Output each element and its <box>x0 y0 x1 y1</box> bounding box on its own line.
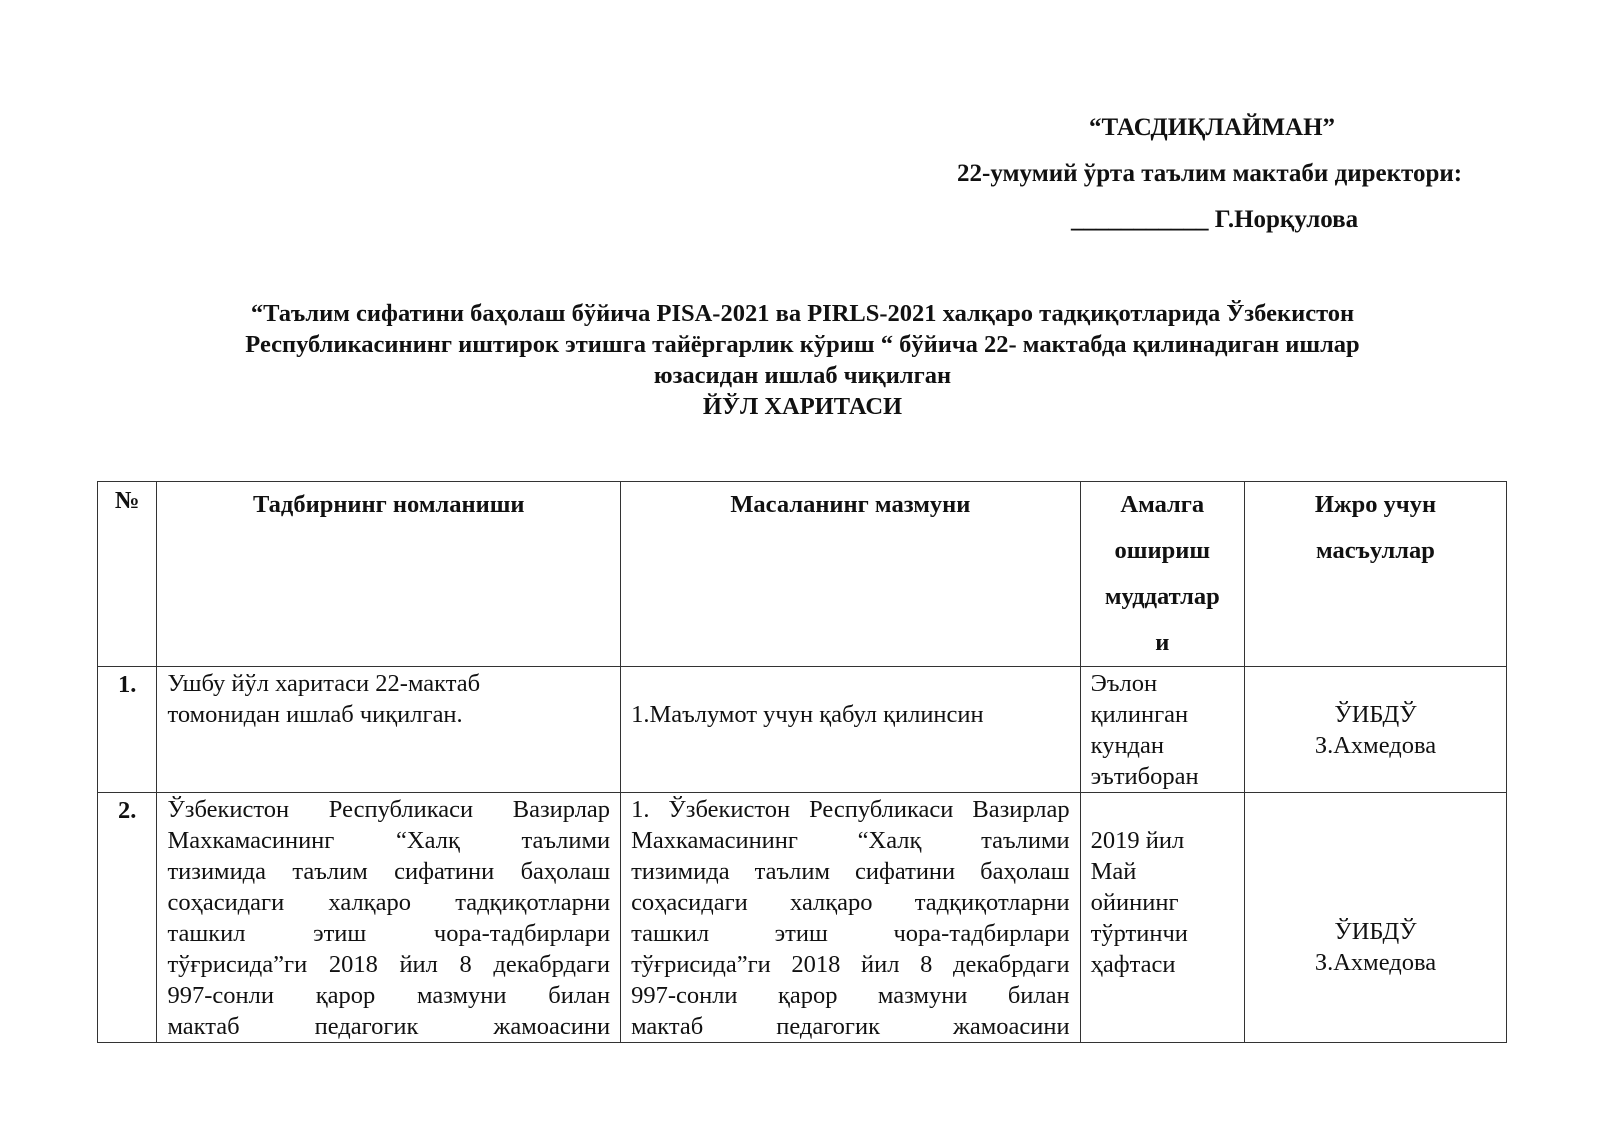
title-line: юзасидан ишлаб чиқилган <box>653 362 952 389</box>
row-deadline <box>1080 667 1244 793</box>
title-line: “Таълим сифатини баҳолаш бўйича PISA-2021 ва PIRLS-2021 халқаро тадқиқотларида Ўзбекистон <box>250 300 1355 327</box>
row-event-line: томонидан ишлаб чиқилган. <box>167 701 463 728</box>
table-header-row <box>98 482 1507 667</box>
row-content-line: 1. Ўзбекистон Республикаси Вазирлар <box>631 796 1070 823</box>
row-responsible-line: ЎИБДЎ <box>1334 918 1417 945</box>
row-responsible-line: З.Ахмедова <box>1314 732 1437 759</box>
header-no: № <box>98 482 157 667</box>
row-event-line: 997-сонли қарор мазмуни билан <box>167 982 611 1009</box>
row-event-line: ташкил этиш чора-тадбирлари <box>167 920 611 947</box>
row-content-line: мактаб педагогик жамоасини <box>631 1013 1070 1040</box>
row-deadline-line: кундан <box>1090 732 1165 759</box>
row-event-line: тизимида таълим сифатини баҳолаш <box>167 858 611 885</box>
row-deadline-line: эътиборан <box>1090 763 1199 790</box>
row-responsible-line: З.Ахмедова <box>1314 949 1437 976</box>
roadmap-table <box>97 481 1507 1043</box>
table-row <box>98 793 1507 1043</box>
row-event-line: мактаб педагогик жамоасини <box>167 1013 611 1040</box>
row-content-line: тизимида таълим сифатини баҳолаш <box>631 858 1070 885</box>
row-deadline <box>1080 793 1244 1043</box>
row-event-line: Ушбу йўл харитаси 22-мактаб <box>167 670 481 697</box>
row-event-line: Махкамасининг “Халқ таълими <box>167 827 611 854</box>
row-event-line: соҳасидаги халқаро тадқиқотларни <box>167 889 611 916</box>
row-content-line: соҳасидаги халқаро тадқиқотларни <box>631 889 1070 916</box>
header-event: Тадбирнинг номланиши <box>157 482 621 667</box>
title-line: Республикасининг иштирок этишга тайёргарлик кўриш “ бўйича 22- мактабда қилинадиган ишлар <box>245 331 1360 358</box>
table-row <box>98 667 1507 793</box>
header-responsible-line: Ижро учун <box>1314 491 1437 518</box>
row-content: 1.Маълумот учун қабул қилинсин <box>621 667 1081 793</box>
header-content: Масаланинг мазмуни <box>621 482 1081 667</box>
row-content-line: ташкил этиш чора-тадбирлари <box>631 920 1070 947</box>
row-deadline-line: Эълон <box>1090 670 1158 697</box>
row-deadline-line: 2019 йил <box>1090 827 1185 854</box>
row-number: 2. <box>98 793 157 1043</box>
row-content-line: тўғрисида”ги 2018 йил 8 декабрдаги <box>631 951 1070 978</box>
header-deadline-line: муддатлар <box>1104 583 1220 610</box>
header-deadline <box>1080 482 1244 667</box>
row-number: 1. <box>98 667 157 793</box>
row-content-line: Махкамасининг “Халқ таълими <box>631 827 1070 854</box>
row-content-line: 997-сонли қарор мазмуни билан <box>631 982 1070 1009</box>
header-deadline-line: Амалга <box>1120 491 1205 518</box>
row-event <box>157 793 621 1043</box>
approval-title: “ТАСДИҚЛАЙМАН” <box>1089 114 1336 141</box>
row-deadline-line: Май <box>1090 858 1137 885</box>
row-event-line: тўғрисида”ги 2018 йил 8 декабрдаги <box>167 951 611 978</box>
row-deadline-line: тўртинчи <box>1090 920 1188 947</box>
approval-position: 22-умумий ўрта таълим мактаби директори: <box>957 160 1463 187</box>
header-deadline-line: и <box>1155 629 1170 656</box>
row-deadline-line: ҳафтаси <box>1090 951 1176 978</box>
row-deadline-line: ойининг <box>1090 889 1179 916</box>
row-responsible <box>1244 793 1506 1043</box>
document-title <box>100 298 1505 422</box>
row-deadline-line: қилинган <box>1090 701 1189 728</box>
header-deadline-line: ошириш <box>1114 537 1211 564</box>
header-responsible <box>1244 482 1506 667</box>
row-content <box>621 793 1081 1043</box>
approval-signature: ___________ Г.Норқулова <box>1071 206 1359 233</box>
title-heading: ЙЎЛ ХАРИТАСИ <box>702 393 903 420</box>
row-responsible <box>1244 667 1506 793</box>
row-responsible-line: ЎИБДЎ <box>1334 701 1417 728</box>
row-event <box>157 667 621 793</box>
row-event-line: Ўзбекистон Республикаси Вазирлар <box>167 796 611 823</box>
header-responsible-line: масъуллар <box>1315 537 1435 564</box>
